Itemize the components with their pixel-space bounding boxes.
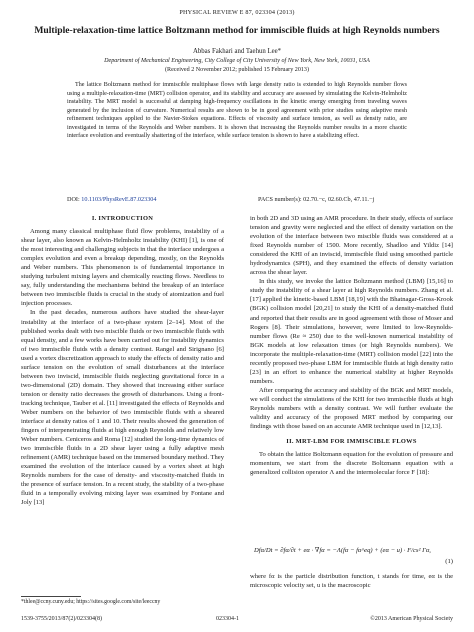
equation-explanation: where fα is the particle distribution function, t stands for time, eα is the microscopic velocity set, u is the macroscopic: [250, 573, 453, 590]
doi-link[interactable]: 10.1103/PhysRevE.87.023304: [81, 196, 157, 203]
abstract: The lattice Boltzmann method for immiscible multiphase flows with large density ratio is extended to high Reynolds number flows using a multiple-relaxation-time (MRT) collision operator, and its stability and accuracy are assessed by simulating the Kelvin-Helmholtz instability. The MRT model is successful at damping high-frequency oscillations in the kinetic energy emerging from traveling waves generated by the inclusion of curvature. Numerical results are shown to be in good agreement with prior studies using adaptive mesh refinement techniques applied to the Navier-Stokes equations. Effects of viscosity and surface tension, as well as density ratio, are investigated in terms of the Reynolds and Weber numbers. It is shown that increasing the Reynolds number results in a more chaotic interface evolution and eventually shattering of the interface, while surface tension is shown to have a stabilizing effect.: [67, 82, 407, 140]
intro-paragraph-1: Among many classical multiphase fluid flow problems, instability of a shear layer, also known as Kelvin-Helmholtz instability (KHI) [1], is one of the most interesting and challenging subjects in that the interface undergoes a complex evolution and even a breakup depending, mostly, on the Reynolds and Weber numbers. This phenomenon is of fundamental importance in studying turbulent mixing layers and chemically reacting flows. Needless to say, fully understanding the mechanisms behind the breakup of an interface between two immiscible fluids is crucial in the study of atomization and fuel injection processes.: [21, 228, 224, 308]
received-dates: (Received 2 November 2012; published 15 February 2013): [164, 67, 309, 73]
intro-paragraph-3: in both 2D and 3D using an AMR procedure. In their study, effects of surface tension and gravity were neglected and the effect of density variation on the evolution of the interface between two miscible fluids was considered at a fixed Reynolds number of 1500. More recently, Shadloo and Yildiz [14] considered the KHI of an inviscid, immiscible fluid using smoothed particle hydrodynamics (SPH), and they examined the effects of density variation across the shear layer.: [250, 215, 453, 277]
authors: Abbas Fakhari and Taehun Lee*: [192, 48, 282, 55]
section-title-mrt-lbm: II. MRT-LBM FOR IMMISCIBLE FLOWS: [286, 438, 417, 446]
intro-paragraph-4: In this study, we invoke the lattice Boltzmann method (LBM) [15,16] to study the instability of a shear layer at high Reynolds numbers. Zhang et al. [17] applied the kinetic-based LBM [18,19] with the Bhatnagar-Gross-Krook (BGK) collision model [20,21] to study the KHI of a density-matched fluid and reported that their results are in good agreement with those of Moser and Rogers [8]. Their simulations, however, were limited to low-Reynolds-number flows (Re ≈ 250) due to the well-known numerical instability of BGK models at low relaxation times (or high Reynolds numbers). We incorporate the multiple-relaxation-time (MRT) collision model [22] into the recently proposed two-phase LBM for immiscible fluids at high density ratio [23] in an effort to enhance the numerical stability at higher Reynolds numbers.: [250, 278, 453, 385]
paper-title: Multiple-relaxation-time lattice Boltzmann method for immiscible fluids at high Reynolds numbers: [34, 25, 440, 36]
footnote-rule: [21, 596, 81, 597]
footer-page-number: 023304-1: [216, 616, 239, 622]
affiliation: Department of Mechanical Engineering, City College of City University of New York, New York, 10031, USA: [104, 58, 370, 64]
equation-1-body: Dfα/Dt = ∂fα/∂t + eα · ∇fα = −Λ(fα − fα^eq) + (eα − u) · F/cs² Γα,: [254, 547, 431, 554]
method-paragraph-1: To obtain the lattice Boltzmann equation for the evolution of pressure and momentum, we start from the discrete Boltzmann equation with a generalized collision operator Λ and the intermolecular force F [18]:: [250, 451, 453, 477]
footer-copyright: ©2013 American Physical Society: [370, 616, 453, 622]
pacs-numbers: PACS number(s): 02.70.−c, 02.60.Cb, 47.11.−j: [258, 196, 375, 203]
running-header: PHYSICAL REVIEW E 87, 023304 (2013): [179, 9, 295, 16]
right-column: [250, 214, 453, 477]
doi-line: [67, 196, 157, 203]
footnote: *thlee@ccny.cuny.edu; https://sites.google.com/site/leeccny: [21, 599, 161, 605]
doi-label: DOI:: [67, 196, 80, 203]
footer-issn: 1539-3755/2013/87(2)/023304(8): [21, 616, 102, 622]
equation-1-number: (1): [445, 558, 453, 565]
section-title-introduction: I. INTRODUCTION: [91, 215, 154, 222]
intro-paragraph-5: After comparing the accuracy and stability of the BGK and MRT models, we will conduct the simulations of the KHI for two immiscible fluids at high Reynolds numbers with a density contrast. We will further evaluate the validity and accuracy of the proposed MRT method by comparing our findings with those based on an accurate AMR technique used in [12,13].: [250, 386, 453, 431]
intro-paragraph-2: In the past decades, numerous authors have studied the shear-layer instability at the interface of a two-phase system [2–14]. Most of the published works dealt with two miscible fluids or two immiscible fluids with equal density, and a few works have been carried out for instability dynamics of two immiscible fluids with a density contrast. Rangel and Sirignano [6] used a vortex discretization approach to study the effects of density ratio and surface tension on the evolution of small disturbances at the interface between two inviscid, immiscible fluids neglecting gravitational force in a two-dimensional (2D) domain. They showed that increasing either surface tension or density ratio decreases the growth of disturbances. Using a front-tracking technique, Tauber et al. [11] investigated the effects of Reynolds and Weber numbers on the behavior of two immiscible fluids with a sheared interface at density ratios of 1 and 10. Their results showed the generation of fingers of interpenetrating fluids at high enough Reynolds and relatively low Weber numbers. Ceniceros and Roma [12] studied the long-time dynamics of two immiscible fluids in a 2D shear layer using a fully adaptive mesh refinement (AMR) technique based on the immersed boundary method. They examined the evolution of the interface caused by a vortex sheet at high Reynolds numbers for the case of density- and viscosity-matched fluids in the presence of surface tension. In a recent study, the stability of a two-phase fluid in a temporally evolving mixing layer was examined by Fontane and Joly [13]: [21, 309, 224, 507]
left-column: [21, 214, 224, 508]
equation-1: [250, 546, 453, 568]
